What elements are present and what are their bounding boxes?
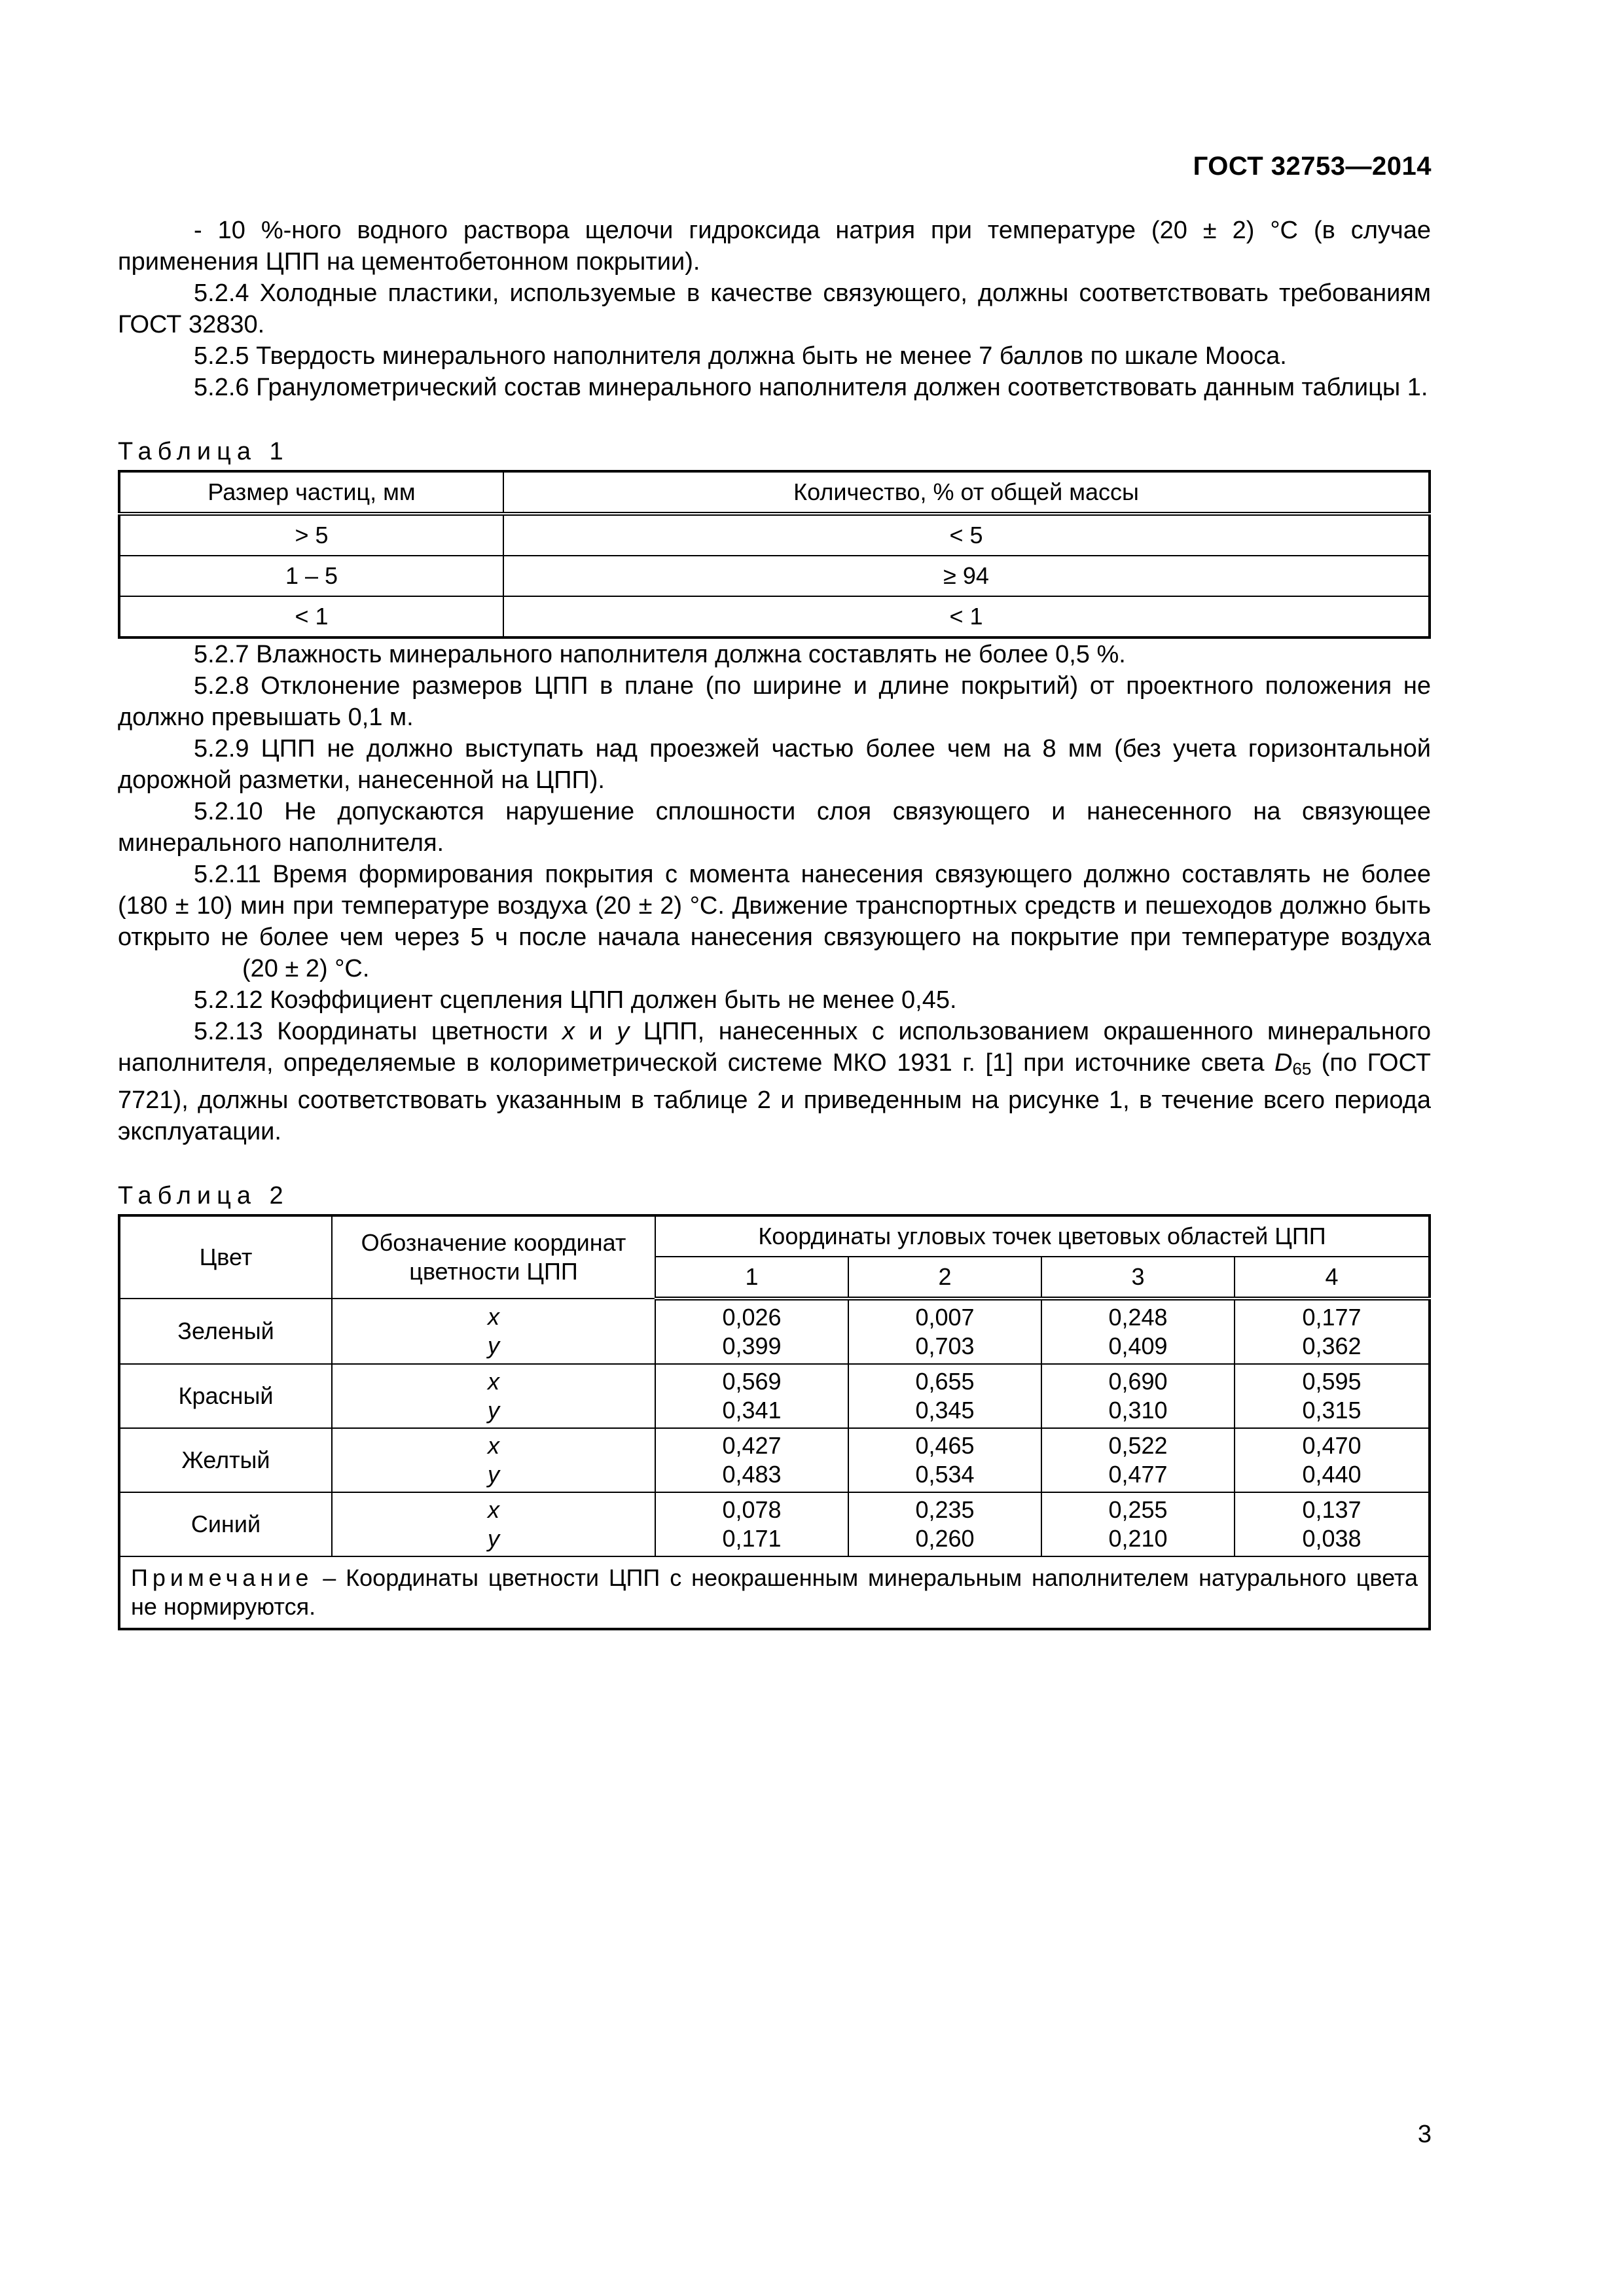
table-row — [119, 1492, 1430, 1556]
y-value: 0,038 — [1302, 1525, 1362, 1552]
table2-axis — [332, 1364, 655, 1428]
x-value: 0,569 — [722, 1368, 782, 1395]
y-value: 0,171 — [722, 1525, 782, 1552]
paragraph-5-2-8: 5.2.8 Отклонение размеров ЦПП в плане (по ширине и длине покрытий) от проектного положения не должно превышать 0,1 м. — [118, 672, 1431, 731]
x-value: 0,655 — [915, 1368, 975, 1395]
p5213-x: x — [562, 1018, 575, 1045]
table2-values — [655, 1428, 848, 1492]
y-value: 0,483 — [722, 1461, 782, 1488]
table-row — [119, 514, 1430, 556]
table1-cell: < 5 — [503, 514, 1430, 556]
x-value: 0,470 — [1302, 1432, 1362, 1459]
table2-axis — [332, 1492, 655, 1556]
table2-values — [1235, 1364, 1430, 1428]
table2-point-4: 4 — [1235, 1257, 1430, 1299]
paragraph-5-2-11 — [118, 859, 1431, 984]
page-number: 3 — [1417, 2121, 1432, 2148]
table2-values — [848, 1492, 1041, 1556]
table2-note-row — [119, 1556, 1430, 1629]
table2-values — [848, 1428, 1041, 1492]
y-value: 0,210 — [1108, 1525, 1168, 1552]
table2-values — [655, 1492, 848, 1556]
table2-values — [1041, 1364, 1235, 1428]
p5213-illuminant-sub: 65 — [1292, 1059, 1312, 1079]
table1-cell: > 5 — [119, 514, 503, 556]
p5213-y: y — [617, 1018, 630, 1045]
table2-caption: Таблица 2 — [118, 1182, 289, 1210]
y-value: 0,260 — [915, 1525, 975, 1552]
x-value: 0,595 — [1302, 1368, 1362, 1395]
document-code: ГОСТ 32753—2014 — [1193, 152, 1432, 181]
p5213-part-a: 5.2.13 Координаты цветности — [194, 1018, 549, 1045]
table2-point-1: 1 — [655, 1257, 848, 1299]
table-1 — [118, 470, 1431, 639]
table2-values — [655, 1364, 848, 1428]
table-row — [119, 596, 1430, 637]
table1-header-size: Размер частиц, мм — [119, 471, 503, 514]
table1-cell: < 1 — [503, 596, 1430, 637]
table-row — [119, 1299, 1430, 1364]
table2-point-2: 2 — [848, 1257, 1041, 1299]
p5213-part-b: ЦПП, нанесенных с использованием окрашенного минерального наполнителя, определяемые в колориметрической системе МКО 1931 г. [1] при источнике света — [118, 1018, 1432, 1077]
table2-values — [1235, 1492, 1430, 1556]
paragraph-alkali: - 10 %-ного водного раствора щелочи гидроксида натрия при температуре (20 ± 2) °С (в случае применения ЦПП на цементобетонном покрытии). — [118, 217, 1431, 276]
paragraph-5-2-13 — [118, 1016, 1431, 1147]
table2-color: Зеленый — [119, 1299, 332, 1364]
table-row — [119, 1428, 1430, 1492]
x-value: 0,007 — [915, 1304, 975, 1331]
y-value: 0,409 — [1108, 1333, 1168, 1359]
y-value: 0,534 — [915, 1461, 975, 1488]
table2-header-designation: Обозначение координат цветности ЦПП — [332, 1215, 655, 1299]
y-value: 0,703 — [915, 1333, 975, 1359]
paragraph-5-2-5: 5.2.5 Твердость минерального наполнителя должна быть не менее 7 баллов по шкале Мооса. — [194, 342, 1287, 370]
table2-header-coords: Координаты угловых точек цветовых областей ЦПП — [655, 1215, 1430, 1257]
paragraph-5-2-9: 5.2.9 ЦПП не должно выступать над проезжей частью более чем на 8 мм (без учета горизонтальной дорожной разметки, нанесенной на ЦПП). — [118, 735, 1431, 794]
y-value: 0,315 — [1302, 1397, 1362, 1424]
table2-axis — [332, 1428, 655, 1492]
table1-cell: < 1 — [119, 596, 503, 637]
axis-x: x — [488, 1432, 499, 1459]
table2-values — [848, 1364, 1041, 1428]
axis-x: x — [488, 1368, 499, 1395]
x-value: 0,465 — [915, 1432, 975, 1459]
note-text: – Координаты цветности ЦПП с неокрашенным минеральным наполнителем натурального цвета не нормируются. — [131, 1564, 1418, 1620]
y-value: 0,399 — [722, 1333, 782, 1359]
axis-y: y — [488, 1332, 499, 1359]
note-label: Примечание — [131, 1564, 314, 1591]
x-value: 0,255 — [1108, 1496, 1168, 1523]
x-value: 0,026 — [722, 1304, 782, 1331]
table2-values — [848, 1299, 1041, 1364]
paragraph-5-2-11-text: 5.2.11 Время формирования покрытия с момента нанесения связующего должно составлять не более (180 ± 10) мин при температуре воздуха (20 ± 2) °С. Движение транспортных средств и пешеходов должно быть открыто не более чем через 5 ч после начала нанесения связующего на покрытие при температуре воздуха — [118, 861, 1431, 951]
table2-values — [1041, 1492, 1235, 1556]
table1-cell: 1 – 5 — [119, 556, 503, 596]
paragraph-5-2-11-temperature: (20 ± 2) °С. — [242, 955, 370, 982]
axis-y: y — [488, 1397, 499, 1424]
x-value: 0,177 — [1302, 1304, 1362, 1331]
paragraph-5-2-12: 5.2.12 Коэффициент сцепления ЦПП должен быть не менее 0,45. — [194, 986, 957, 1014]
p5213-part-c: (по ГОСТ 7721), должны соответствовать указанным в таблице 2 и приведенным на рисунке 1, в течение всего периода эксплуатации. — [118, 1049, 1432, 1145]
paragraph-5-2-4: 5.2.4 Холодные пластики, используемые в качестве связующего, должны соответствовать требованиям ГОСТ 32830. — [118, 279, 1431, 338]
p5213-and: и — [588, 1018, 603, 1045]
axis-y: y — [488, 1461, 499, 1488]
table1-cell: ≥ 94 — [503, 556, 1430, 596]
page-content — [118, 215, 1431, 1630]
table2-color: Синий — [119, 1492, 332, 1556]
table2-header-color: Цвет — [119, 1215, 332, 1299]
table2-axis — [332, 1299, 655, 1364]
table-row — [119, 556, 1430, 596]
y-value: 0,341 — [722, 1397, 782, 1424]
paragraph-5-2-7: 5.2.7 Влажность минерального наполнителя должна составлять не более 0,5 %. — [194, 641, 1126, 668]
x-value: 0,235 — [915, 1496, 975, 1523]
table2-values — [1041, 1428, 1235, 1492]
paragraph-5-2-6: 5.2.6 Гранулометрический состав минерального наполнителя должен соответствовать данным таблицы 1. — [194, 374, 1428, 401]
y-value: 0,362 — [1302, 1333, 1362, 1359]
y-value: 0,440 — [1302, 1461, 1362, 1488]
x-value: 0,522 — [1108, 1432, 1168, 1459]
table2-values — [1235, 1428, 1430, 1492]
table-2 — [118, 1214, 1431, 1630]
table1-header-amount: Количество, % от общей массы — [503, 471, 1430, 514]
table1-caption: Таблица 1 — [118, 438, 289, 465]
table2-note — [119, 1556, 1430, 1629]
table2-values — [1235, 1299, 1430, 1364]
axis-y: y — [488, 1525, 499, 1552]
axis-x: x — [488, 1303, 499, 1330]
x-value: 0,690 — [1108, 1368, 1168, 1395]
x-value: 0,137 — [1302, 1496, 1362, 1523]
y-value: 0,477 — [1108, 1461, 1168, 1488]
table2-point-3: 3 — [1041, 1257, 1235, 1299]
y-value: 0,310 — [1108, 1397, 1168, 1424]
table2-values — [655, 1299, 848, 1364]
paragraph-5-2-10: 5.2.10 Не допускаются нарушение сплошности слоя связующего и нанесенного на связующее минерального наполнителя. — [118, 798, 1431, 857]
table2-color: Красный — [119, 1364, 332, 1428]
axis-x: x — [488, 1496, 499, 1523]
y-value: 0,345 — [915, 1397, 975, 1424]
x-value: 0,078 — [722, 1496, 782, 1523]
table2-color: Желтый — [119, 1428, 332, 1492]
x-value: 0,248 — [1108, 1304, 1168, 1331]
p5213-illuminant: D — [1274, 1049, 1293, 1077]
table-row — [119, 1364, 1430, 1428]
table2-values — [1041, 1299, 1235, 1364]
x-value: 0,427 — [722, 1432, 782, 1459]
